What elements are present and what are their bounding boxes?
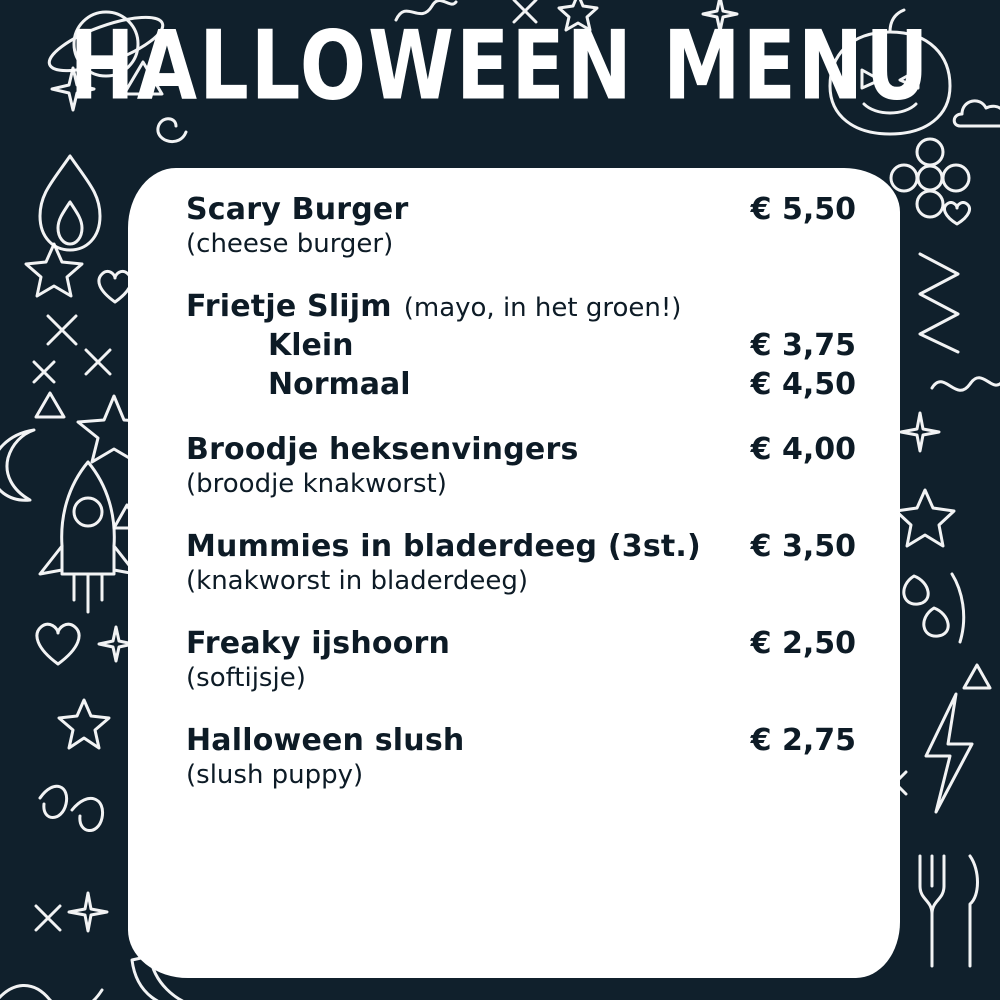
menu-item-option bbox=[186, 367, 856, 402]
triangle-icon bbox=[960, 660, 994, 692]
menu-item-price: € 2,75 bbox=[750, 723, 856, 758]
menu-item-name-wrap bbox=[186, 432, 716, 467]
menu-item-option-price: € 3,75 bbox=[750, 328, 856, 363]
menu-card bbox=[128, 168, 900, 978]
lightning-icon bbox=[908, 688, 988, 818]
menu-item-name-wrap bbox=[186, 289, 856, 324]
menu-item-price: € 4,00 bbox=[750, 432, 856, 467]
squiggle-icon bbox=[0, 960, 110, 1000]
menu-item-option bbox=[186, 328, 856, 363]
menu-item-name: Mummies in bladerdeeg (3st.) bbox=[186, 529, 701, 564]
squiggle-icon bbox=[24, 760, 134, 860]
menu-item-description: (slush puppy) bbox=[186, 760, 364, 790]
menu-item-note: (mayo, in het groen!) bbox=[403, 293, 682, 323]
menu-item-name: Frietje Slijm bbox=[186, 289, 392, 324]
menu-item-price: € 3,50 bbox=[750, 529, 856, 564]
menu-item bbox=[186, 289, 856, 402]
menu-item-row bbox=[186, 289, 856, 324]
menu-item-option-price: € 4,50 bbox=[750, 367, 856, 402]
menu-item-name: Halloween slush bbox=[186, 723, 465, 758]
menu-item-name: Broodje heksenvingers bbox=[186, 432, 579, 467]
menu-item bbox=[186, 723, 856, 790]
cross-icon bbox=[80, 344, 116, 380]
cross-icon bbox=[40, 308, 84, 352]
page-title: HALLOWEEN MENU bbox=[69, 11, 931, 122]
squiggle-icon bbox=[926, 358, 1000, 408]
menu-item-description: (softijsje) bbox=[186, 663, 306, 693]
menu-item-row bbox=[186, 529, 856, 564]
menu-item-name-wrap bbox=[186, 723, 716, 758]
menu-item-name: Scary Burger bbox=[186, 192, 409, 227]
zigzag-icon bbox=[900, 248, 990, 358]
menu-item-option-label: Normaal bbox=[268, 367, 411, 402]
fork-knife-icon bbox=[900, 846, 990, 976]
cross-icon bbox=[28, 356, 60, 388]
sparkle-icon bbox=[898, 410, 942, 454]
menu-item-description: (broodje knakworst) bbox=[186, 469, 447, 499]
menu-item-row bbox=[186, 192, 856, 227]
star-icon bbox=[892, 486, 958, 550]
menu-list bbox=[186, 192, 856, 958]
menu-item-name-wrap bbox=[186, 626, 716, 661]
menu-item-row bbox=[186, 626, 856, 661]
menu-item bbox=[186, 626, 856, 693]
heart-icon bbox=[28, 612, 88, 670]
squiggle-icon bbox=[890, 560, 986, 670]
menu-item-price: € 2,50 bbox=[750, 626, 856, 661]
flame-icon bbox=[30, 148, 110, 258]
heart-icon bbox=[940, 196, 974, 228]
menu-item-name-wrap bbox=[186, 529, 716, 564]
star-icon bbox=[56, 696, 112, 750]
menu-item-row bbox=[186, 432, 856, 467]
menu-item-name: Freaky ijshoorn bbox=[186, 626, 451, 661]
menu-item-name-wrap bbox=[186, 192, 716, 227]
sparkle-icon bbox=[66, 890, 110, 934]
menu-item-option-label: Klein bbox=[268, 328, 354, 363]
menu-item-row bbox=[186, 723, 856, 758]
moon-icon bbox=[0, 420, 68, 510]
cross-icon bbox=[30, 900, 66, 936]
menu-item bbox=[186, 192, 856, 259]
star-icon bbox=[24, 240, 84, 298]
menu-item-price: € 5,50 bbox=[750, 192, 856, 227]
menu-item bbox=[186, 529, 856, 596]
triangle-icon bbox=[32, 388, 68, 422]
menu-item bbox=[186, 432, 856, 499]
menu-item-description: (knakworst in bladerdeeg) bbox=[186, 566, 529, 596]
menu-item-description: (cheese burger) bbox=[186, 229, 394, 259]
